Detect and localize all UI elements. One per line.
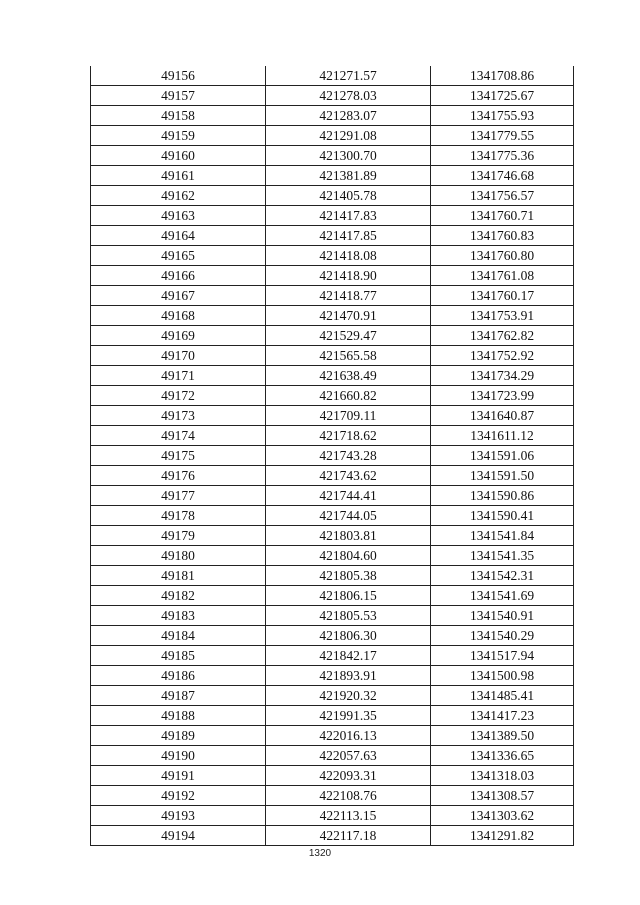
point-id-cell: 49184 [91,626,266,646]
y-coordinate-cell: 1341760.80 [431,246,574,266]
x-coordinate-cell: 421804.60 [266,546,431,566]
point-id-cell: 49169 [91,326,266,346]
table-row [91,166,574,186]
y-coordinate-cell: 1341591.50 [431,466,574,486]
point-id-cell: 49170 [91,346,266,366]
x-coordinate-cell: 421806.30 [266,626,431,646]
point-id-cell: 49173 [91,406,266,426]
x-coordinate-cell: 421743.28 [266,446,431,466]
table-row [91,86,574,106]
table-row [91,506,574,526]
y-coordinate-cell: 1341752.92 [431,346,574,366]
table-row [91,646,574,666]
y-coordinate-cell: 1341755.93 [431,106,574,126]
point-id-cell: 49189 [91,726,266,746]
point-id-cell: 49178 [91,506,266,526]
point-id-cell: 49160 [91,146,266,166]
y-coordinate-cell: 1341336.65 [431,746,574,766]
x-coordinate-cell: 421709.11 [266,406,431,426]
table-row [91,706,574,726]
x-coordinate-cell: 421638.49 [266,366,431,386]
y-coordinate-cell: 1341760.71 [431,206,574,226]
x-coordinate-cell: 421743.62 [266,466,431,486]
table-row [91,606,574,626]
table-row [91,446,574,466]
point-id-cell: 49179 [91,526,266,546]
point-id-cell: 49172 [91,386,266,406]
x-coordinate-cell: 421529.47 [266,326,431,346]
point-id-cell: 49180 [91,546,266,566]
table-row [91,486,574,506]
y-coordinate-cell: 1341760.83 [431,226,574,246]
x-coordinate-cell: 422113.15 [266,806,431,826]
point-id-cell: 49186 [91,666,266,686]
x-coordinate-cell: 421405.78 [266,186,431,206]
table-row [91,186,574,206]
table-row [91,546,574,566]
point-id-cell: 49157 [91,86,266,106]
point-id-cell: 49176 [91,466,266,486]
x-coordinate-cell: 421893.91 [266,666,431,686]
y-coordinate-cell: 1341725.67 [431,86,574,106]
point-id-cell: 49166 [91,266,266,286]
x-coordinate-cell: 421283.07 [266,106,431,126]
point-id-cell: 49194 [91,826,266,846]
table-row [91,146,574,166]
point-id-cell: 49162 [91,186,266,206]
x-coordinate-cell: 421806.15 [266,586,431,606]
x-coordinate-cell: 421718.62 [266,426,431,446]
table-row [91,766,574,786]
table-row [91,586,574,606]
y-coordinate-cell: 1341541.84 [431,526,574,546]
point-id-cell: 49177 [91,486,266,506]
x-coordinate-cell: 421300.70 [266,146,431,166]
x-coordinate-cell: 421381.89 [266,166,431,186]
table-row [91,566,574,586]
y-coordinate-cell: 1341746.68 [431,166,574,186]
y-coordinate-cell: 1341590.41 [431,506,574,526]
x-coordinate-cell: 421805.38 [266,566,431,586]
x-coordinate-cell: 421744.41 [266,486,431,506]
y-coordinate-cell: 1341303.62 [431,806,574,826]
point-id-cell: 49188 [91,706,266,726]
table-row [91,806,574,826]
x-coordinate-cell: 421291.08 [266,126,431,146]
y-coordinate-cell: 1341291.82 [431,826,574,846]
point-id-cell: 49190 [91,746,266,766]
point-id-cell: 49156 [91,66,266,86]
table-row [91,106,574,126]
y-coordinate-cell: 1341640.87 [431,406,574,426]
x-coordinate-cell: 422057.63 [266,746,431,766]
table-row [91,346,574,366]
y-coordinate-cell: 1341753.91 [431,306,574,326]
x-coordinate-cell: 421744.05 [266,506,431,526]
table-row [91,826,574,846]
y-coordinate-cell: 1341590.86 [431,486,574,506]
point-id-cell: 49193 [91,806,266,826]
y-coordinate-cell: 1341318.03 [431,766,574,786]
x-coordinate-cell: 421418.90 [266,266,431,286]
point-id-cell: 49187 [91,686,266,706]
table-row [91,246,574,266]
table-row [91,426,574,446]
table-row [91,366,574,386]
point-id-cell: 49181 [91,566,266,586]
x-coordinate-cell: 421991.35 [266,706,431,726]
x-coordinate-cell: 421660.82 [266,386,431,406]
y-coordinate-cell: 1341723.99 [431,386,574,406]
table-row [91,746,574,766]
x-coordinate-cell: 421805.53 [266,606,431,626]
x-coordinate-cell: 421803.81 [266,526,431,546]
y-coordinate-cell: 1341775.36 [431,146,574,166]
y-coordinate-cell: 1341308.57 [431,786,574,806]
table-row [91,226,574,246]
y-coordinate-cell: 1341591.06 [431,446,574,466]
y-coordinate-cell: 1341762.82 [431,326,574,346]
y-coordinate-cell: 1341611.12 [431,426,574,446]
point-id-cell: 49171 [91,366,266,386]
table-row [91,386,574,406]
y-coordinate-cell: 1341756.57 [431,186,574,206]
y-coordinate-cell: 1341734.29 [431,366,574,386]
table-row [91,266,574,286]
page-number: 1320 [308,848,332,859]
x-coordinate-cell: 421417.85 [266,226,431,246]
table-row [91,286,574,306]
coordinates-table [90,66,574,846]
table-row [91,326,574,346]
x-coordinate-cell: 422016.13 [266,726,431,746]
point-id-cell: 49165 [91,246,266,266]
point-id-cell: 49163 [91,206,266,226]
table-row [91,666,574,686]
table-row [91,626,574,646]
table-row [91,786,574,806]
y-coordinate-cell: 1341540.91 [431,606,574,626]
point-id-cell: 49159 [91,126,266,146]
point-id-cell: 49182 [91,586,266,606]
x-coordinate-cell: 421417.83 [266,206,431,226]
table-row [91,306,574,326]
y-coordinate-cell: 1341708.86 [431,66,574,86]
x-coordinate-cell: 421278.03 [266,86,431,106]
y-coordinate-cell: 1341542.31 [431,566,574,586]
table-row [91,526,574,546]
x-coordinate-cell: 422093.31 [266,766,431,786]
x-coordinate-cell: 421271.57 [266,66,431,86]
y-coordinate-cell: 1341389.50 [431,726,574,746]
point-id-cell: 49174 [91,426,266,446]
y-coordinate-cell: 1341761.08 [431,266,574,286]
table-row [91,726,574,746]
point-id-cell: 49164 [91,226,266,246]
y-coordinate-cell: 1341500.98 [431,666,574,686]
x-coordinate-cell: 422117.18 [266,826,431,846]
table-row [91,66,574,86]
x-coordinate-cell: 421470.91 [266,306,431,326]
point-id-cell: 49185 [91,646,266,666]
x-coordinate-cell: 421418.08 [266,246,431,266]
point-id-cell: 49183 [91,606,266,626]
table-row [91,206,574,226]
point-id-cell: 49168 [91,306,266,326]
point-id-cell: 49167 [91,286,266,306]
point-id-cell: 49192 [91,786,266,806]
point-id-cell: 49158 [91,106,266,126]
y-coordinate-cell: 1341485.41 [431,686,574,706]
y-coordinate-cell: 1341417.23 [431,706,574,726]
x-coordinate-cell: 421418.77 [266,286,431,306]
coordinates-table-body [91,66,574,846]
x-coordinate-cell: 421565.58 [266,346,431,366]
point-id-cell: 49191 [91,766,266,786]
y-coordinate-cell: 1341517.94 [431,646,574,666]
y-coordinate-cell: 1341779.55 [431,126,574,146]
x-coordinate-cell: 422108.76 [266,786,431,806]
y-coordinate-cell: 1341541.69 [431,586,574,606]
y-coordinate-cell: 1341541.35 [431,546,574,566]
point-id-cell: 49175 [91,446,266,466]
table-row [91,686,574,706]
table-row [91,126,574,146]
x-coordinate-cell: 421920.32 [266,686,431,706]
x-coordinate-cell: 421842.17 [266,646,431,666]
point-id-cell: 49161 [91,166,266,186]
y-coordinate-cell: 1341540.29 [431,626,574,646]
y-coordinate-cell: 1341760.17 [431,286,574,306]
table-row [91,406,574,426]
table-row [91,466,574,486]
